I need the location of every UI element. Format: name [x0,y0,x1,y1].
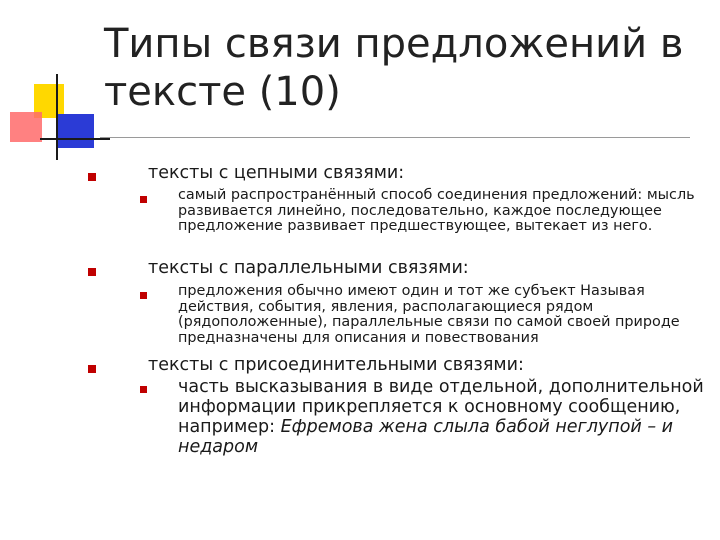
slide-title: Типы связи предложений в тексте (10) [104,21,684,115]
decorative-logo [0,0,100,170]
sub-item-text: самый распространённый способ соединения предложений: мысль развивается линейно, последовательно, каждое последующее предложение развивает предшествующее, вытекает из него. [178,187,695,234]
sub-item-text-plain: часть высказывания в виде отдельной, дополнительной информации прикрепляется к основному сообщению, например: [178,377,704,437]
horizontal-line [40,138,110,140]
item-label: тексты с присоединительными связями: [148,355,524,375]
item-label: тексты с цепными связями: [148,163,405,183]
red-square [10,112,42,142]
title-divider [100,137,690,138]
bullet-icon [140,386,147,393]
bullet-icon [140,196,147,203]
example-quote: Ефремова жена слыла бабой неглупой – и недаром [178,417,674,457]
bullet-icon [140,292,147,299]
sub-item-text [178,377,708,457]
blue-square [56,114,94,148]
bullet-icon [88,173,96,181]
item-label: тексты с параллельными связями: [148,258,469,278]
bullet-icon [88,268,96,276]
vertical-line [56,74,58,160]
sub-item-text: предложения обычно имеют один и тот же субъект Называя действия, события, явления, располагающиеся рядом (рядоположенные), параллельные связи по самой своей природе предназначены для описания и повествования [178,283,680,346]
bullet-icon [88,365,96,373]
